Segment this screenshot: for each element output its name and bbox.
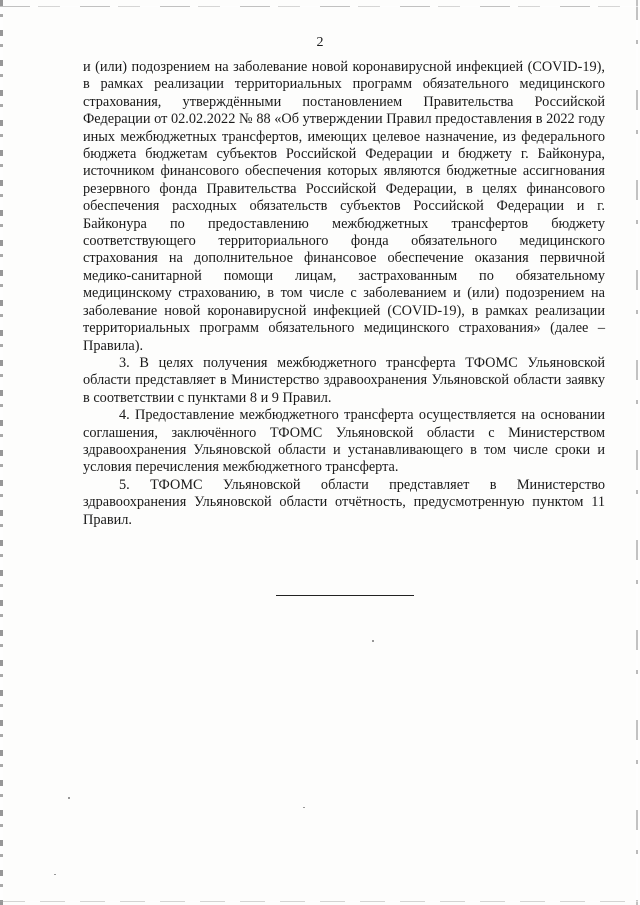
- scan-speck: [303, 807, 305, 808]
- paragraph-item-4: 4. Предоставление межбюджетного трансферта осуществляется на основании соглашения, заключённого ТФОМС Ульяновской области с Министерством здравоохранения Ульяновской области и устанавливающего в том числе сроки и условия перечисления межбюджетного трансферта.: [83, 407, 605, 476]
- page-number: 2: [316, 35, 324, 50]
- paragraph-continuation: и (или) подозрением на заболевание новой коронавирусной инфекцией (COVID-19), в рамках реализации территориальных программ обязательного медицинского страхования, утверждёнными постановлением Правительства Российской Федерации от 02.02.2022 № 88 «Об утверждении Правил предоставления в 2022 году иных межбюджетных трансфертов, имеющих целевое назначение, из федерального бюджета бюджетам субъектов Российской Федерации и бюджету г. Байконура, источником финансового обеспечения которых являются бюджетные ассигнования резервного фонда Правительства Российской Федерации, в целях финансового обеспечения расходных обязательств субъектов Российской Федерации и г. Байконура по предоставлению межбюджетных трансфертов бюджету соответствующего территориального фонда обязательного медицинского страхования на дополнительное финансовое обеспечение оказания первичной медико-санитарной помощи лицам, застрахованным по обязательному медицинскому страхованию, в том числе с заболеванием и (или) подозрением на заболевание новой коронавирусной инфекцией (COVID-19), в рамках реализации территориальных программ обязательного медицинского страхования» (далее – Правила).: [83, 59, 605, 354]
- scan-edge-right: [636, 0, 638, 905]
- paragraph-item-5: 5. ТФОМС Ульяновской области представляет в Министерство здравоохранения Ульяновской области отчётность, предусмотренную пунктом 11 Правил.: [83, 476, 605, 528]
- scan-speck: [54, 874, 56, 875]
- scan-speck: [372, 640, 374, 642]
- closing-separator-line: [276, 595, 414, 596]
- scan-edge-top: [0, 6, 640, 7]
- scan-edge-left: [0, 0, 3, 905]
- document-body: [83, 59, 605, 529]
- scan-speck: [68, 797, 70, 799]
- paragraph-item-3: 3. В целях получения межбюджетного трансферта ТФОМС Ульяновской области представляет в Министерство здравоохранения Ульяновской области заявку в соответствии с пунктами 8 и 9 Правил.: [83, 354, 605, 406]
- scan-edge-bottom: [0, 901, 640, 902]
